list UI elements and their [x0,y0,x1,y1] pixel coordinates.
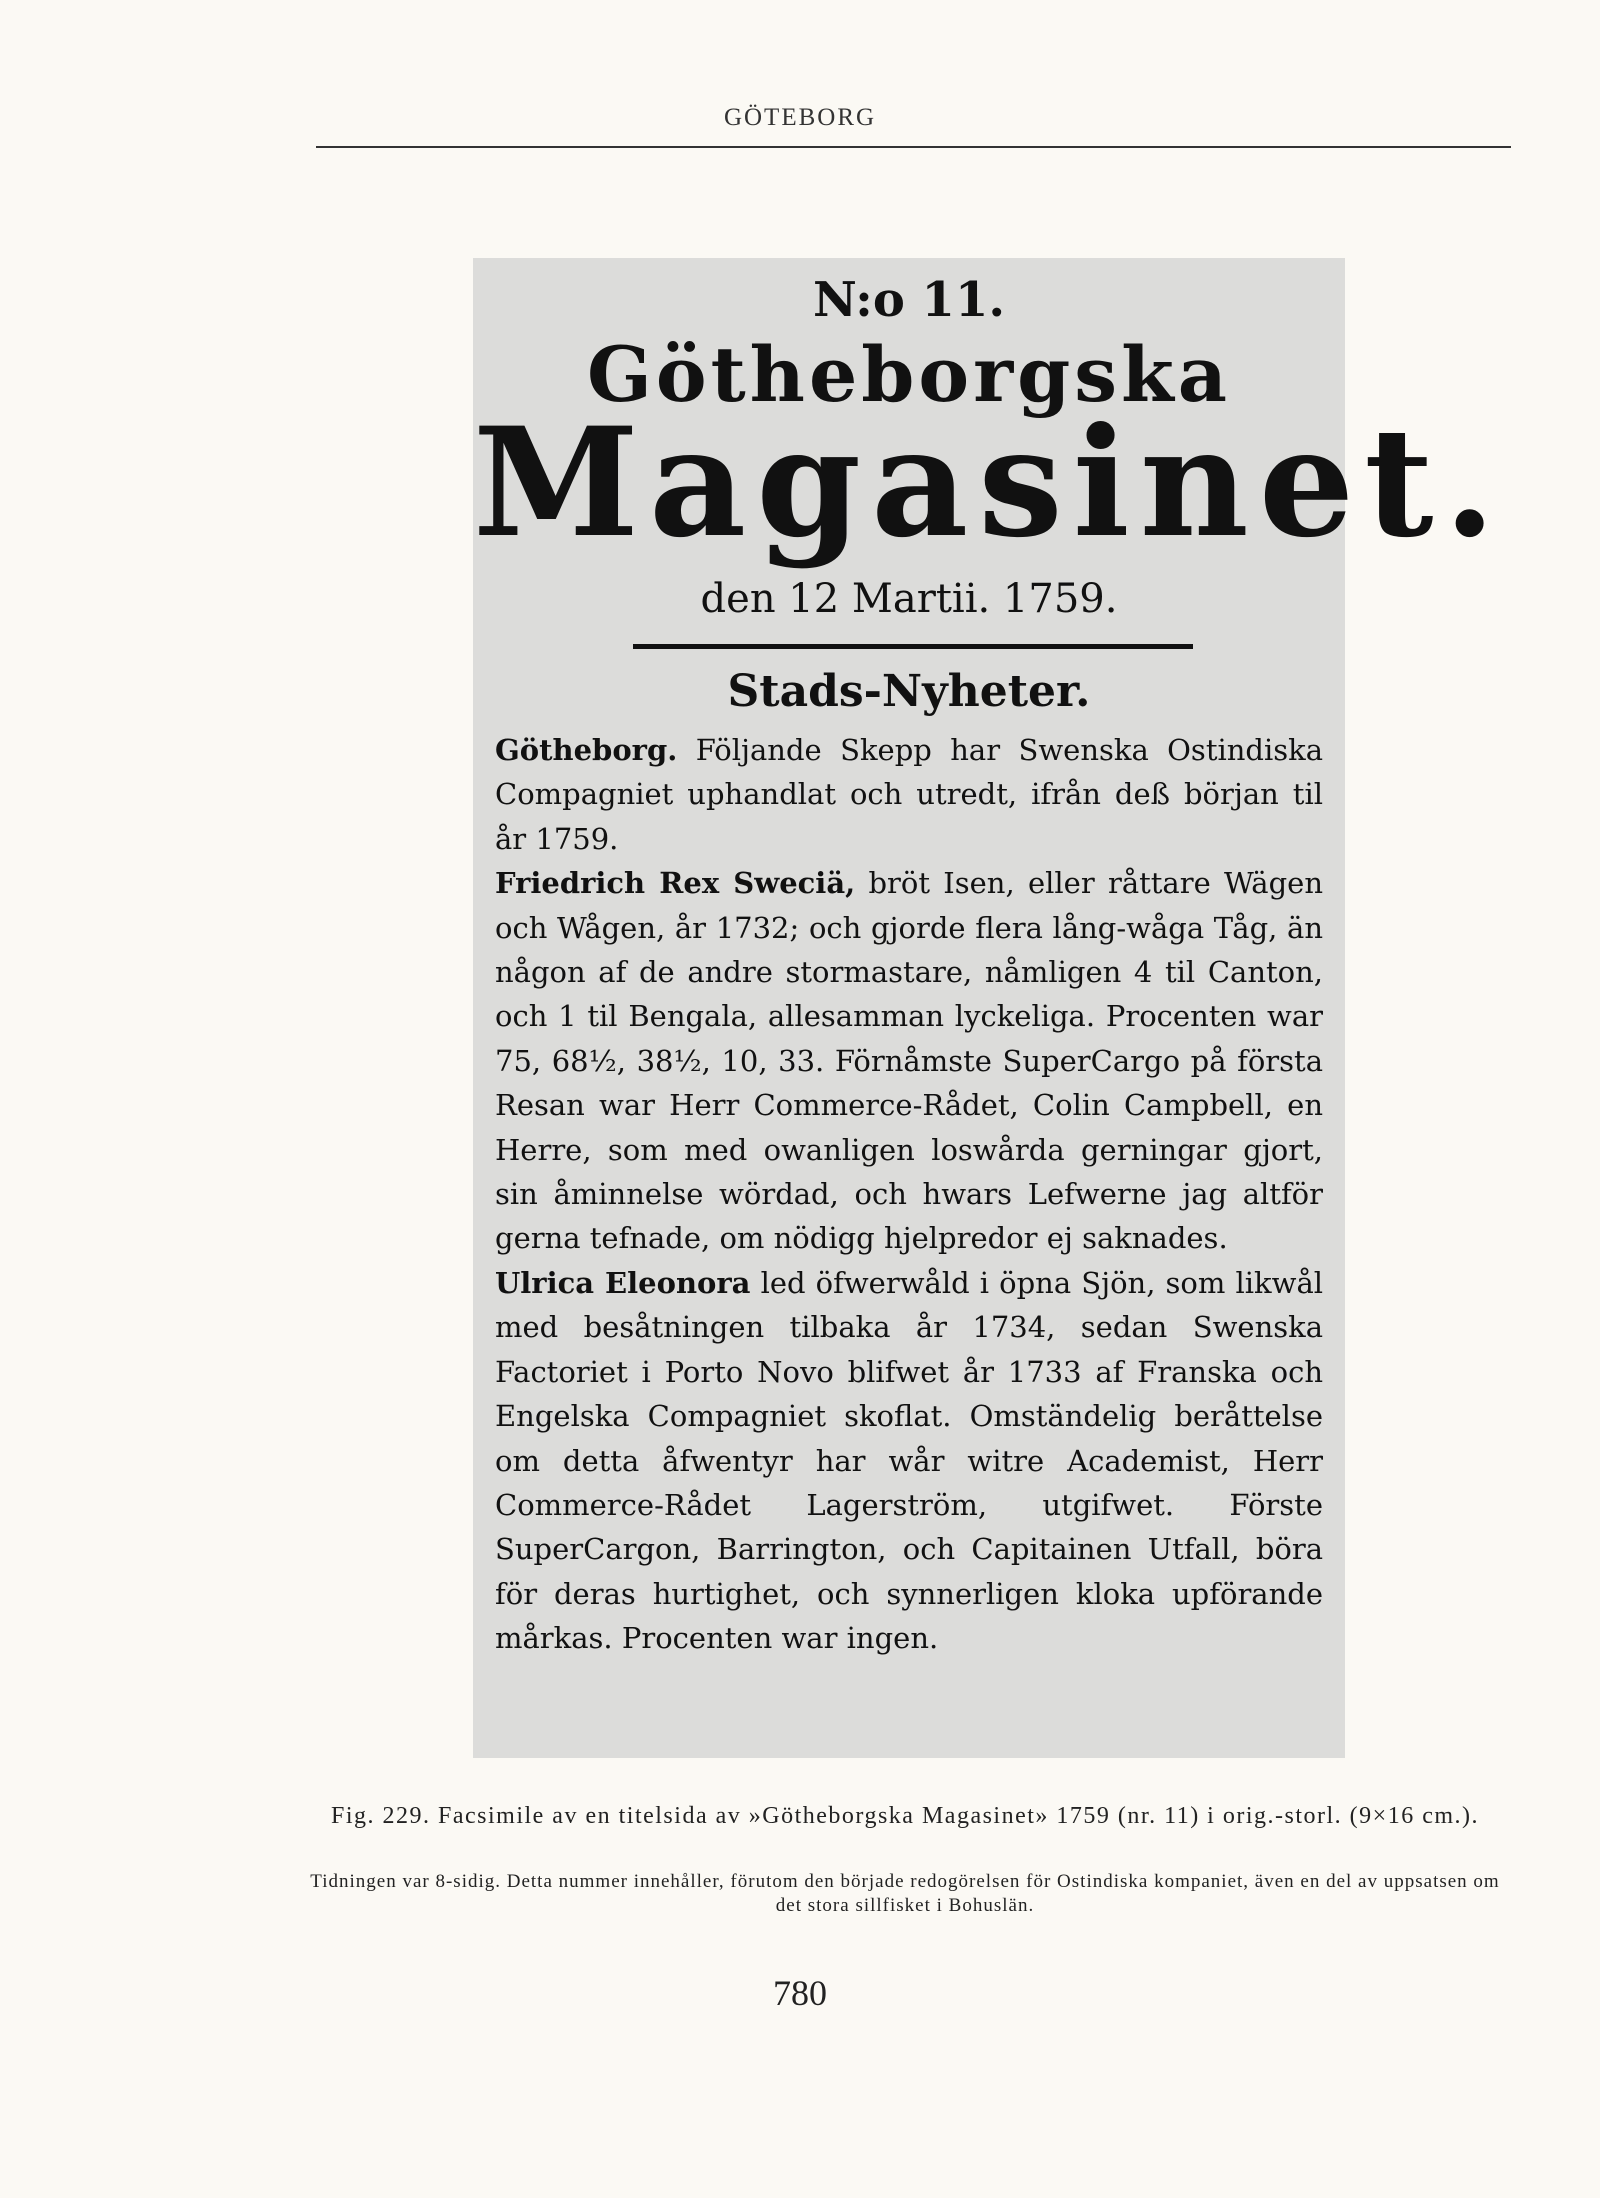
figure-caption: Fig. 229. Facsimile av en titelsida av »Götheborgska Magasinet» 1759 (nr. 11) i orig.-storl. (9×16 cm.). [330,1803,1480,1829]
intro-text: Följande Skepp har Swenska Ostindiska Compagniet uphandlat och utredt, ifrån deß början til år 1759. [495,733,1324,856]
facsimile-body [495,728,1323,1661]
running-head: GÖTEBORG [723,104,877,131]
facsimile-image [473,258,1506,1758]
page-number: 780 [773,1973,827,2013]
masthead-line1: Götheborgska [586,330,1231,419]
paragraph-1-lead: Friedrich Rex Sweciä, [495,866,856,901]
masthead-line2: Magasinet. [473,395,1506,571]
masthead-rule [633,644,1193,649]
paragraph-2-lead: Ulrica Eleonora [495,1265,751,1300]
paragraph-1 [495,861,1323,1261]
paragraph-1-text: bröt Isen, eller råttare Wägen och Wågen, år 1732; och gjorde flera lång-wåga Tåg, än någon af de andre stormastare, nåmligen 4 til Canton, och 1 til Bengala, allesamman lyckeliga. Procenten war 75, 68½, 38½, 10, 33. Förnåmste SuperCargo på första Resan war Herr Commerce-Rådet, Colin Campbell, en Herre, som med owanligen loswårda gerningar gjort, sin åminnelse wördad, och hwars Lefwerne jag altför gerna tefnade, om nödigg hjelpredor ej saknades. [495,866,1323,1256]
paragraph-2-text: led öfwerwåld i öpna Sjön, som likwål med besåtningen tilbaka år 1734, sedan Swenska Factoriet i Porto Novo blifwet år 1733 af Franska och Engelska Compagniet skoflat. Omständelig beråttelse om detta åfwentyr har wår witre Academist, Herr Commerce-Rådet Lagerström, utgifwet. Förste SuperCargon, Barrington, och Capitainen Utfall, böra för deras hurtighet, och synnerligen kloka upförande mårkas. Procenten war ingen. [495,1265,1324,1656]
section-heading: Stads-Nyheter. [727,666,1091,717]
intro-lead: Götheborg. [495,733,678,767]
issue-number: N:o 11. [812,272,1006,328]
header-rule [316,146,1511,148]
issue-date: den 12 Martii. 1759. [700,576,1118,622]
intro-paragraph [495,728,1323,861]
figure-note: Tidningen var 8-sidig. Detta nummer innehåller, förutom den började redogörelsen för Ostindiska kompaniet, även en del av uppsatsen om det stora sillfisket i Bohuslän. [310,1871,1500,1916]
paragraph-2 [495,1261,1323,1661]
